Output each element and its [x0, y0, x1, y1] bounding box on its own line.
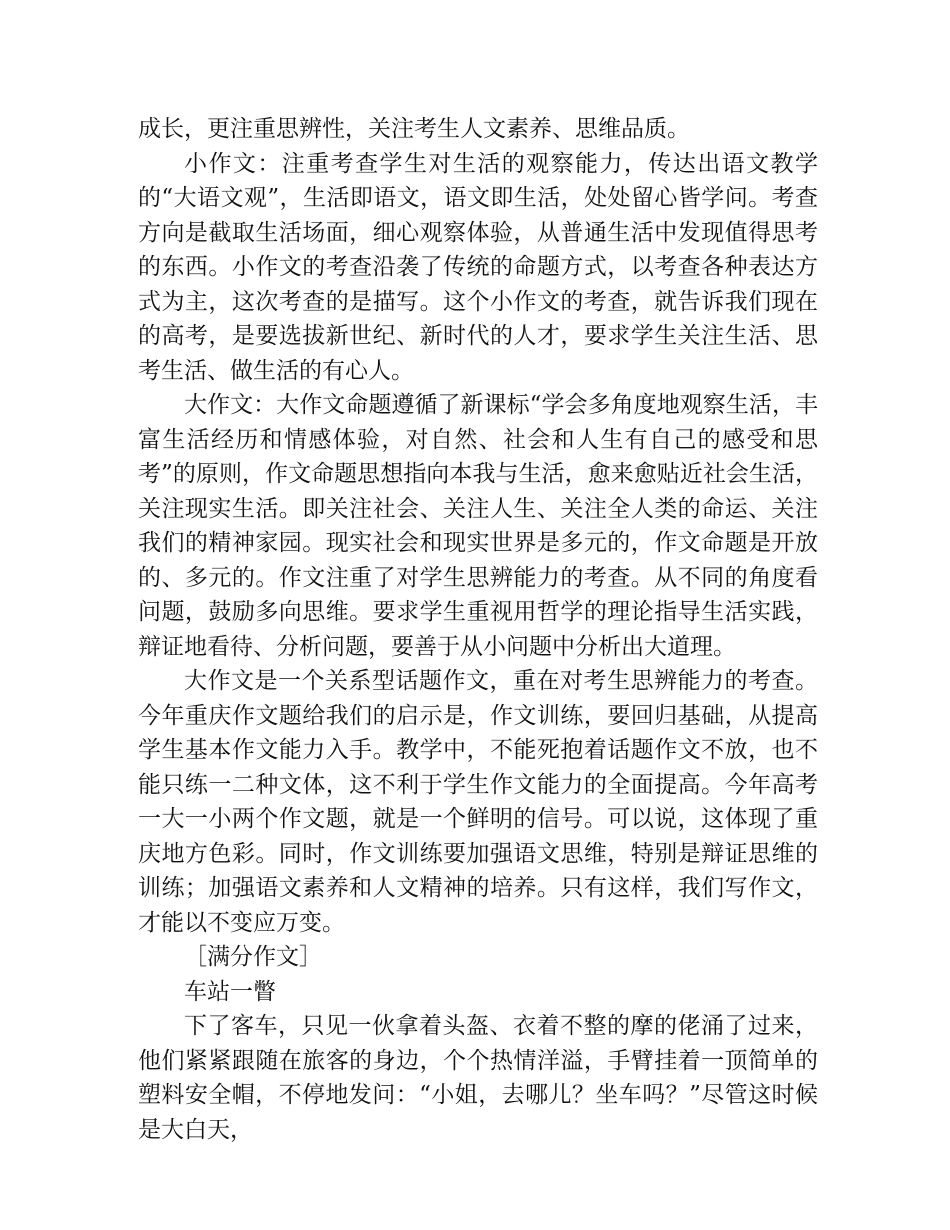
- paragraph-small-essay: 小作文：注重考查学生对生活的观察能力，传达出语文教学的“大语文观”，生活即语文，语文即生活，处处留心皆学问。考查方向是截取生活场面，细心观察体验，从普通生活中发现值得思考的东西。小作文的考查沿袭了传统的命题方式，以考查各种表达方式为主，这次考查的是描写。这个小作文的考查，就告诉我们现在的高考，是要选拔新世纪、新时代的人才，要求学生关注生活、思考生活、做生活的有心人。: [138, 150, 818, 384]
- section-heading-full-score: ［满分作文］: [184, 944, 322, 970]
- document-page: [138, 112, 818, 1147]
- essay-title: 车站一瞥: [184, 978, 276, 1005]
- paragraph-intro: 成长，更注重思辨性，关注考生人文素养、思维品质。: [138, 116, 690, 142]
- paragraph-topic-analysis: 大作文是一个关系型话题作文，重在对考生思辨能力的考查。今年重庆作文题给我们的启示是，作文训练，要回归基础，从提高学生基本作文能力入手。教学中，不能死抱着话题作文不放，也不能只练一二种文体，这不利于学生作文能力的全面提高。今年高考一大一小两个作文题，就是一个鲜明的信号。可以说，这体现了重庆地方色彩。同时，作文训练要加强语文思维，特别是辩证思维的训练；加强语文素养和人文精神的培养。只有这样，我们写作文，才能以不变应万变。: [138, 668, 818, 936]
- essay-body-paragraph: 下了客车，只见一伙拿着头盔、衣着不整的摩的佬涌了过来，他们紧紧跟随在旅客的身边，个个热情洋溢，手臂挂着一顶简单的塑料安全帽，不停地发问：“小姐，去哪儿？坐车吗？”尽管这时候是大白天，: [138, 1013, 818, 1143]
- paragraph-large-essay: 大作文：大作文命题遵循了新课标“学会多角度地观察生活，丰富生活经历和情感体验，对自然、社会和人生有自己的感受和思考”的原则，作文命题思想指向本我与生活，愈来愈贴近社会生活，关注现实生活。即关注社会、关注人生、关注全人类的命运、关注我们的精神家园。现实社会和现实世界是多元的，作文命题是开放的、多元的。作文注重了对学生思辨能力的考查。从不同的角度看问题，鼓励多向思维。要求学生重视用哲学的理论指导生活实践，辩证地看待、分析问题，要善于从小问题中分析出大道理。: [138, 392, 818, 660]
